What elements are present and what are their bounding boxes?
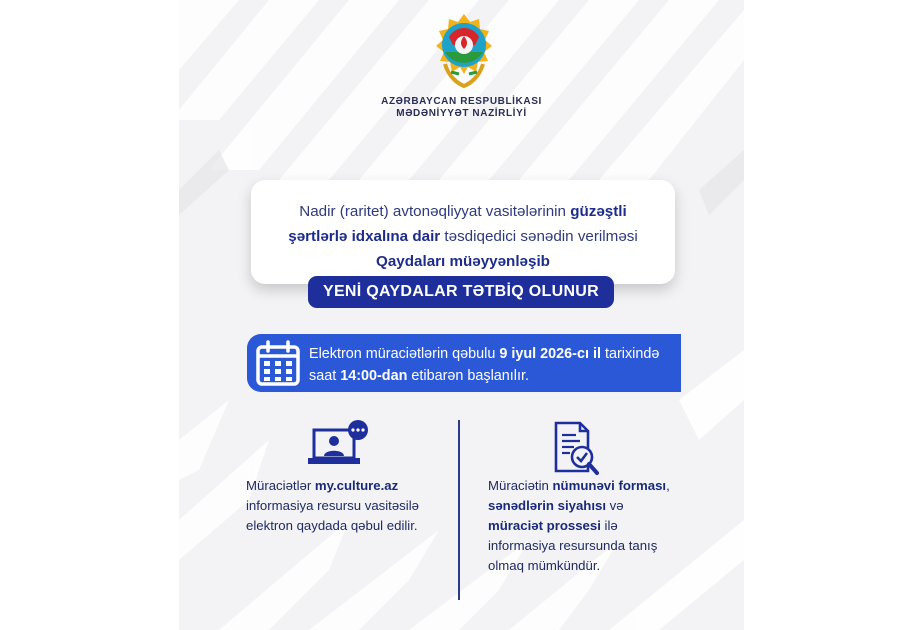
headline-line3-emphasis: Qaydaları müəyyənləşib bbox=[376, 253, 550, 270]
date-notice-part1: Elektron müraciətlərin qəbulu bbox=[309, 346, 500, 362]
documents-info bbox=[488, 476, 698, 576]
date-notice-part3: saat bbox=[309, 368, 341, 384]
ministry-name-line2: MƏDƏNİYYƏT NAZİRLİYİ bbox=[396, 108, 527, 119]
date-notice-line1 bbox=[309, 343, 679, 365]
right-line1-end: , bbox=[666, 478, 670, 493]
poster bbox=[179, 0, 744, 630]
date-notice-text bbox=[309, 343, 679, 387]
start-time: 14:00-dan bbox=[340, 368, 408, 384]
document-list-label: sənədlərin siyahısı bbox=[488, 498, 607, 513]
left-line1 bbox=[246, 476, 446, 496]
laptop-user-chat-icon bbox=[306, 418, 372, 470]
right-line3-text: ilə bbox=[600, 518, 618, 533]
date-notice-line2 bbox=[309, 365, 679, 387]
application-process-label: müraciət prossesi bbox=[488, 518, 601, 533]
headline-line3 bbox=[251, 249, 675, 274]
right-line1 bbox=[488, 476, 698, 496]
right-line5: olmaq mümkündür. bbox=[488, 558, 601, 573]
calendar-icon bbox=[255, 339, 301, 387]
online-submission-info bbox=[246, 476, 446, 536]
headline-card bbox=[251, 180, 675, 284]
right-line2 bbox=[488, 496, 698, 516]
start-date: 9 iyul 2026-cı il bbox=[499, 346, 601, 362]
right-line1-text: Müraciətin bbox=[488, 478, 553, 493]
headline-line2 bbox=[251, 224, 675, 249]
new-rules-banner: YENİ QAYDALAR TƏTBİQ OLUNUR bbox=[308, 276, 614, 308]
date-notice-bar bbox=[247, 334, 681, 392]
headline-line2-emphasis: şərtlərlə idxalına dair bbox=[288, 228, 441, 245]
left-line3: elektron qaydada qəbul edilir. bbox=[246, 518, 418, 533]
emblem-icon bbox=[431, 12, 497, 90]
sample-form-label: nümunəvi forması bbox=[552, 478, 667, 493]
left-line1-text: Müraciətlər bbox=[246, 478, 315, 493]
column-divider bbox=[458, 420, 460, 600]
headline-line1 bbox=[251, 199, 675, 224]
date-notice-part4: etibarən başlanılır. bbox=[407, 368, 529, 384]
left-line2: informasiya resursu vasitəsilə bbox=[246, 498, 419, 513]
right-line4: informasiya resursunda tanış bbox=[488, 538, 658, 553]
date-notice-part2: tarixində bbox=[600, 346, 660, 362]
headline-line1-text: Nadir (raritet) avtonəqliyyat vasitələrinin bbox=[299, 203, 571, 220]
website-link: my.culture.az bbox=[314, 478, 399, 493]
right-line3 bbox=[488, 516, 698, 536]
right-line2-text: və bbox=[606, 498, 624, 513]
ministry-name-line1: AZƏRBAYCAN RESPUBLİKASI bbox=[381, 96, 542, 107]
headline-line2-text: təsdiqedici sənədin verilməsi bbox=[440, 228, 638, 245]
headline-line1-emphasis: güzəştli bbox=[570, 203, 627, 220]
document-check-icon bbox=[552, 421, 600, 477]
